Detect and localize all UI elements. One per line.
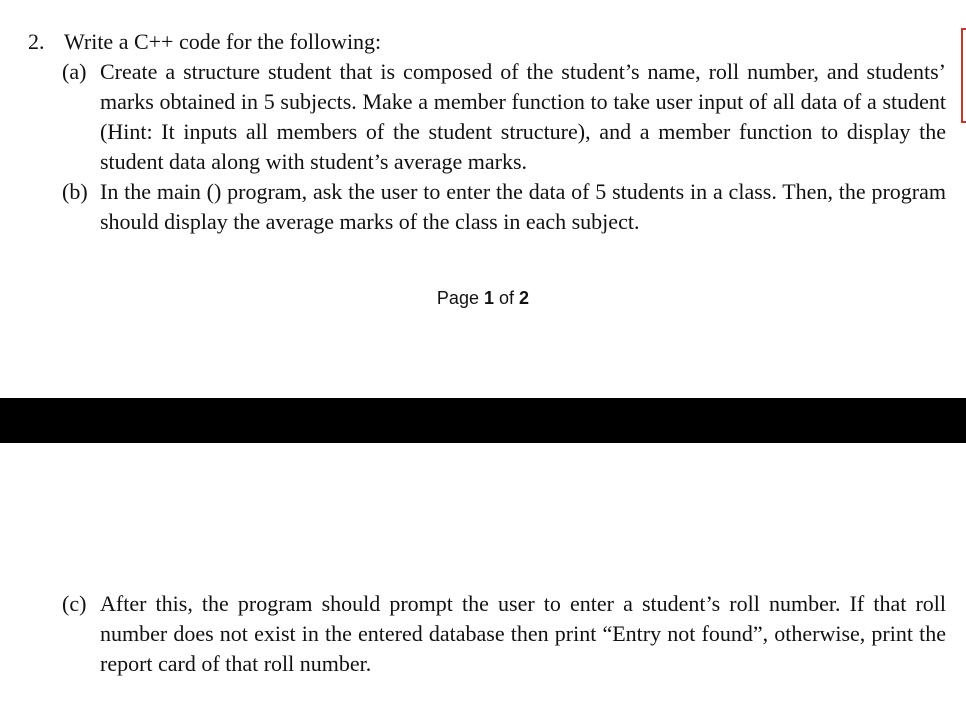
page-current: 1 <box>483 288 494 308</box>
part-c <box>62 589 946 679</box>
question-title: Write a C++ code for the following: <box>64 29 382 54</box>
page-prefix: Page <box>436 288 479 308</box>
part-a-label: (a) <box>62 59 87 84</box>
question-number: 2. <box>28 29 45 54</box>
margin-bracket <box>961 28 966 123</box>
part-a-text: Create a structure student that is composed of the student’s name, roll number, and students’ marks obtained in 5 subjects. Make a member function to take user input of all data of a student (Hint: It inputs all members of the student structure), and a member function to display the student data along with student’s average marks. <box>100 59 946 174</box>
part-b-text: In the main () program, ask the user to enter the data of 5 students in a class. Then, the program should display the average marks of the class in each subject. <box>100 179 946 234</box>
question-heading <box>28 27 381 57</box>
part-c-text: After this, the program should prompt the user to enter a student’s roll number. If that roll number does not exist in the entered database then print “Entry not found”, otherwise, print the report card of that roll number. <box>100 591 946 676</box>
page-of: of <box>499 288 515 308</box>
part-b <box>62 177 946 237</box>
part-a <box>62 57 946 177</box>
part-c-label: (c) <box>62 591 87 616</box>
part-b-label: (b) <box>62 179 88 204</box>
page-footer <box>0 288 966 309</box>
page-break-bar <box>0 398 966 443</box>
page-total: 2 <box>519 288 530 308</box>
